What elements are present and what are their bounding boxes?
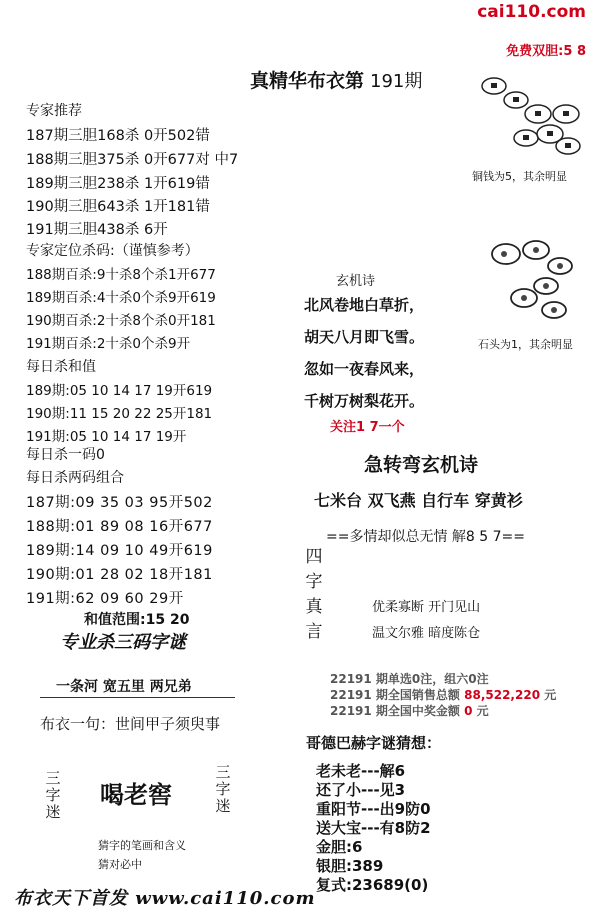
stat-sales-value: 88,522,220: [464, 688, 541, 702]
riddle-hint: 猜字的笔画和含义: [98, 839, 186, 852]
free-double-pick: 免费双胆:5 8: [506, 44, 586, 59]
two-code-row: 187期:09 35 03 95开502: [26, 495, 213, 511]
expert-row: 187期三胆168杀 0开502错: [26, 128, 210, 144]
turn-poem-title: 急转弯玄机诗: [364, 454, 479, 476]
expert-row: 191期三胆438杀 6开: [26, 222, 168, 238]
three-char-riddle-right: 三字迷: [215, 763, 231, 815]
poem-line: 胡天八月即飞雪。: [304, 328, 425, 346]
turn-poem-line: 七米台 双飞燕 自行车 穿黄衫: [314, 491, 523, 510]
four-char-line: 优柔寡断 开门见山: [372, 600, 481, 615]
position-kill-row: 188期百杀:9十杀8个杀1开677: [26, 267, 216, 283]
stat-prize-unit: 元: [476, 704, 489, 718]
guess-line: 老未老---解6: [316, 762, 406, 780]
attention-note: 关注1 7一个: [330, 420, 405, 435]
two-code-row: 188期:01 89 08 16开677: [26, 519, 213, 535]
guess-line: 重阳节---出9防0: [316, 800, 431, 818]
stat-prize: [330, 702, 489, 719]
expert-row: 190期三胆643杀 1开181错: [26, 199, 210, 215]
two-code-heading: 每日杀两码组合: [26, 470, 124, 486]
poem-title: 玄机诗: [336, 274, 376, 289]
stat-prize-value: 0: [464, 704, 473, 718]
sum-range: 和值范围:15 20: [84, 612, 190, 628]
position-kill-row: 190期百杀:2十杀8个杀0开181: [26, 313, 216, 329]
sum-kill-row: 191期:05 10 14 17 19开: [26, 429, 187, 445]
page-title-text: 真精华布衣第: [250, 70, 365, 92]
poem-line: 忽如一夜春风来，: [304, 360, 425, 378]
four-char-title: 四字真言: [305, 547, 323, 642]
stat-sales: [330, 686, 556, 703]
one-code-kill: 每日杀一码0: [26, 447, 105, 463]
issue-number: 191期: [370, 71, 423, 92]
three-char-riddle-left: 三字迷: [45, 769, 61, 821]
river-riddle: 一条河 宽五里 两兄弟: [56, 679, 192, 695]
sum-kill-row: 190期:11 15 20 22 25开181: [26, 406, 213, 422]
two-code-row: 191期:62 09 60 29开: [26, 591, 184, 607]
guess-silver: 银胆:389: [316, 857, 384, 875]
stone-puzzle-image: [484, 236, 584, 328]
riddle-solution: ==多情却似总无情 解8 5 7==: [326, 529, 525, 545]
stone-caption: 石头为1，其余明显: [478, 338, 573, 351]
sum-kill-row: 189期:05 10 14 17 19开619: [26, 383, 213, 399]
guess-combo: 复式:23689(0): [316, 876, 429, 894]
riddle-word: 喝老窖: [100, 781, 172, 809]
pro-riddle-title: 专业杀三码字谜: [60, 632, 186, 653]
stat-single: 22191 期单选0注，组六0注: [330, 672, 489, 686]
position-kill-heading: 专家定位杀码:（谨慎参考）: [26, 243, 199, 259]
guess-line: 送大宝---有8防2: [316, 819, 431, 837]
guess-line: 还了小---见3: [316, 781, 406, 799]
position-kill-row: 191期百杀:2十杀0个杀9开: [26, 336, 191, 352]
position-kill-row: 189期百杀:4十杀0个杀9开619: [26, 290, 216, 306]
four-char-line: 温文尔雅 暗度陈仓: [372, 626, 481, 641]
coin-caption: 铜钱为5，其余明显: [472, 170, 567, 183]
two-code-row: 190期:01 28 02 18开181: [26, 567, 213, 583]
expert-row: 188期三胆375杀 0开677对 中7: [26, 152, 239, 168]
buyi-sentence: 布衣一句：世间甲子须臾事: [40, 715, 221, 733]
divider: [40, 697, 235, 698]
sum-kill-heading: 每日杀和值: [26, 359, 96, 375]
guess-gold: 金胆:6: [316, 838, 363, 856]
poem-line: 千树万树梨花开。: [304, 392, 425, 410]
stat-prize-label: 22191 期全国中奖金额: [330, 704, 460, 718]
poem-line: 北风卷地白草折，: [304, 296, 425, 314]
page-title: [250, 66, 422, 93]
godel-title: 哥德巴赫字谜猜想：: [306, 734, 442, 752]
coin-puzzle-image: [478, 74, 588, 160]
stat-sales-unit: 元: [544, 688, 557, 702]
footer-banner: 布衣天下首发 www.cai110.com: [14, 888, 316, 909]
expert-row: 189期三胆238杀 1开619错: [26, 176, 210, 192]
expert-heading: 专家推荐: [26, 103, 82, 119]
stat-sales-label: 22191 期全国销售总额: [330, 688, 460, 702]
two-code-row: 189期:14 09 10 49开619: [26, 543, 213, 559]
site-name: cai110.com: [477, 2, 586, 22]
riddle-hint-win: 猜对必中: [98, 858, 142, 871]
